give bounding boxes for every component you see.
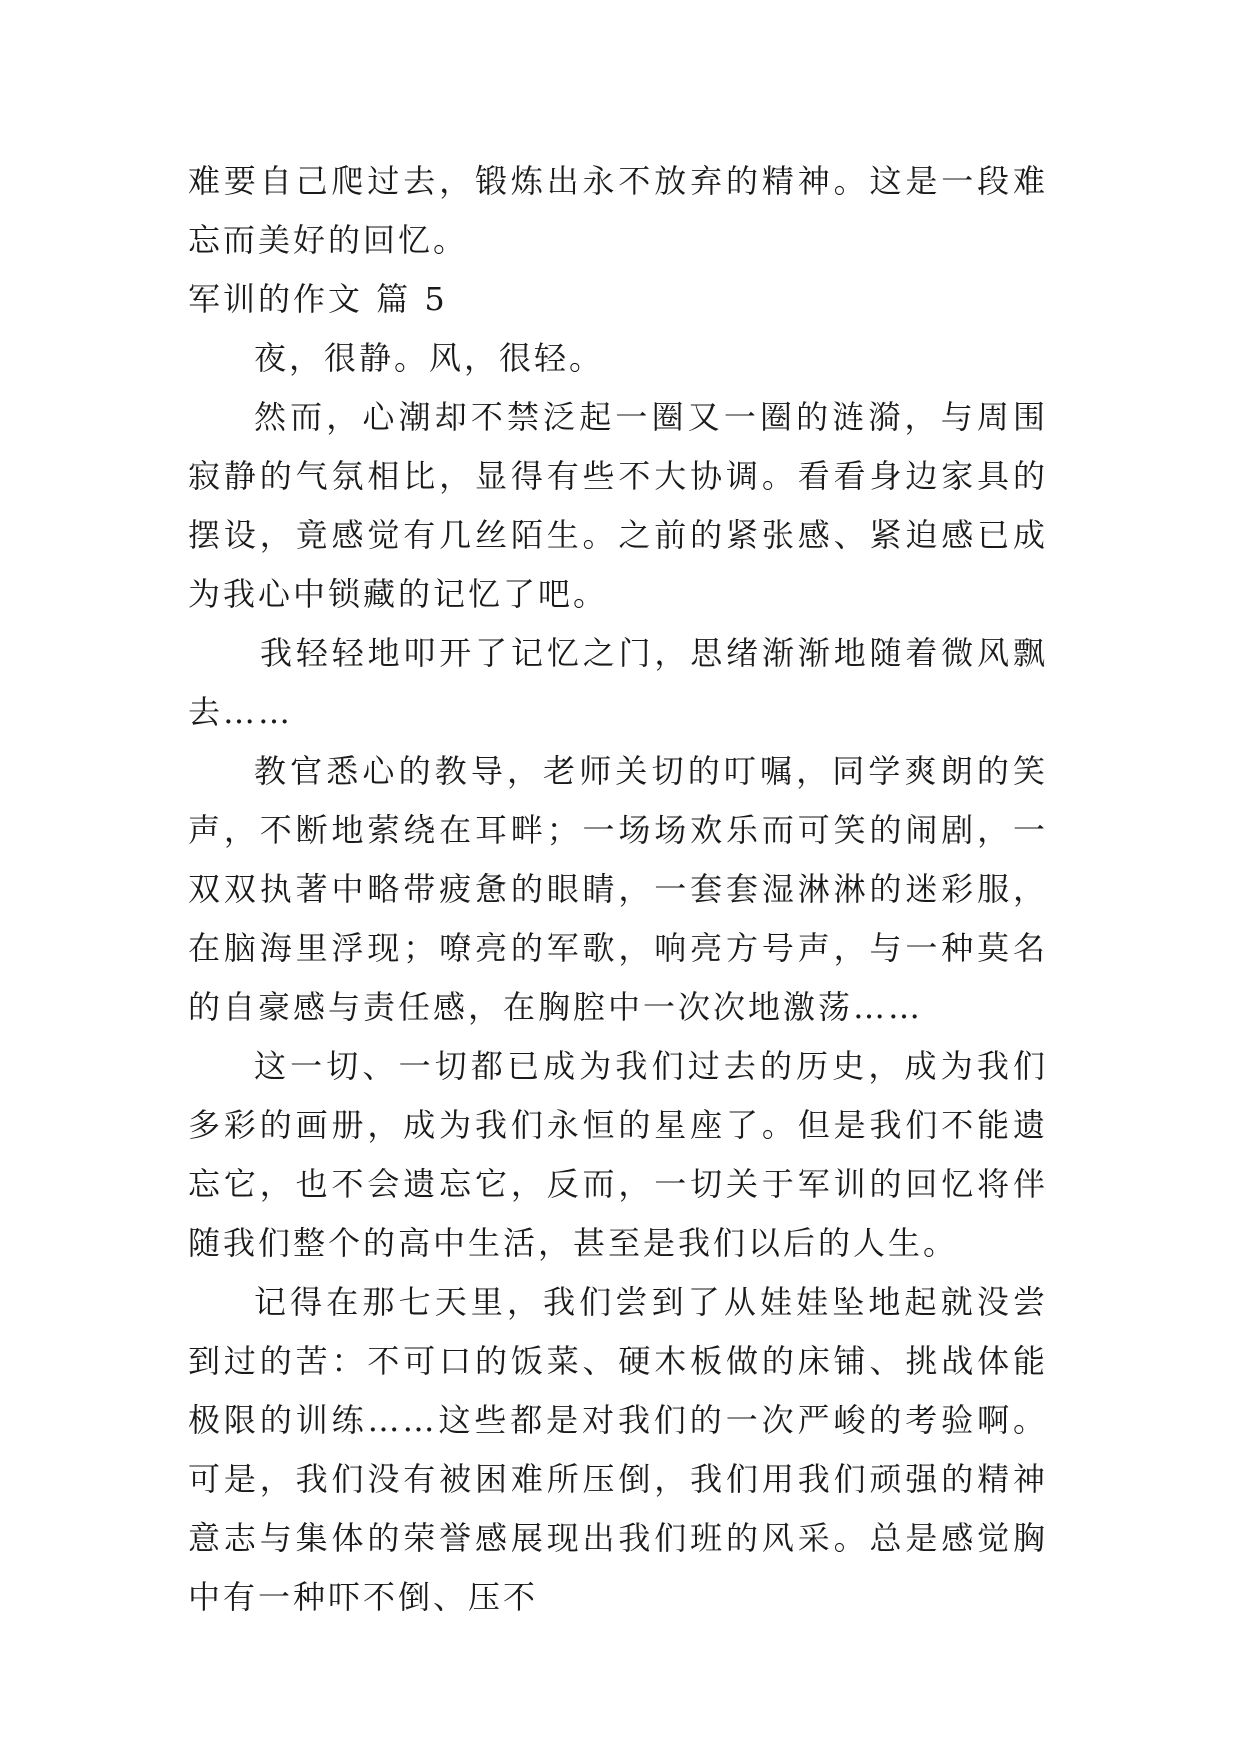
paragraph-2: 然而，心潮却不禁泛起一圈又一圈的涟漪，与周围寂静的气氛相比，显得有些不大协调。看看身边家具的摆设，竟感觉有几丝陌生。之前的紧张感、紧迫感已成为我心中锁藏的记忆了吧。 — [188, 398, 1048, 613]
paragraph-6: 记得在那七天里，我们尝到了从娃娃坠地起就没尝到过的苦：不可口的饭菜、硬木板做的床铺、挑战体能极限的训练……这些都是对我们的一次严峻的考验啊。可是，我们没有被困难所压倒，我们用我们顽强的精神意志与集体的荣誉感展现出我们班的风采。总是感觉胸中有一种吓不倒、压不 — [188, 1283, 1048, 1616]
paragraph-5: 这一切、一切都已成为我们过去的历史，成为我们多彩的画册，成为我们永恒的星座了。但是我们不能遗忘它，也不会遗忘它，反而，一切关于军训的回忆将伴随我们整个的高中生活，甚至是我们以后的人生。 — [188, 1047, 1048, 1262]
paragraph-continuation: 难要自己爬过去，锻炼出永不放弃的精神。这是一段难忘而美好的回忆。 — [188, 162, 1048, 259]
paragraph-3: 我轻轻地叩开了记忆之门，思绪渐渐地随着微风飘去…… — [188, 634, 1048, 731]
section-title: 军训的作文 篇 5 — [188, 280, 448, 318]
document-body — [188, 152, 1048, 1627]
paragraph-4: 教官悉心的教导，老师关切的叮嘱，同学爽朗的笑声，不断地萦绕在耳畔；一场场欢乐而可笑的闹剧，一双双执著中略带疲惫的眼睛，一套套湿淋淋的迷彩服，在脑海里浮现；嘹亮的军歌，响亮方号声，与一种莫名的自豪感与责任感，在胸腔中一次次地激荡…… — [188, 752, 1048, 1026]
paragraph-1: 夜，很静。风，很轻。 — [254, 339, 605, 377]
